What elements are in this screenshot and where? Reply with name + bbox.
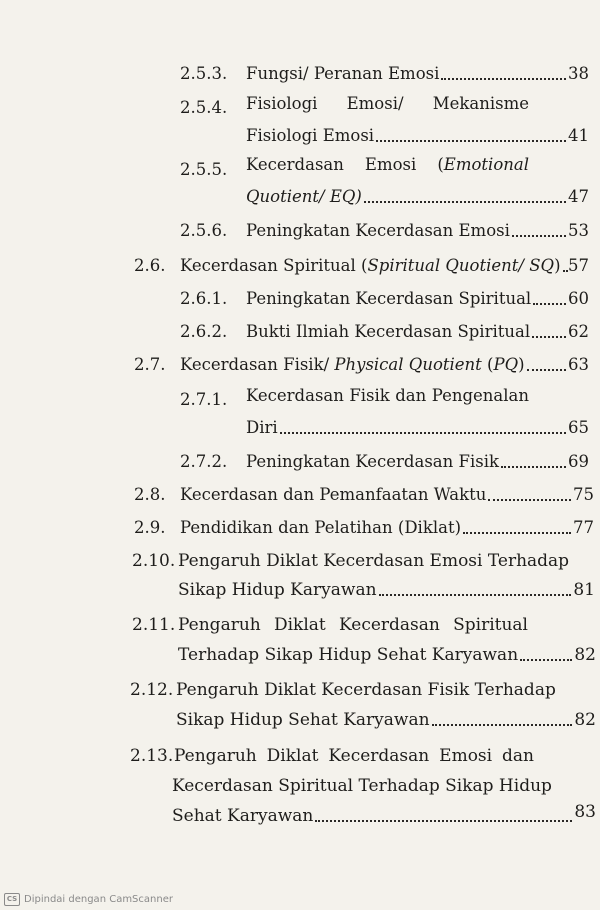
entry-line	[246, 289, 589, 309]
page-number: 60	[568, 289, 589, 308]
entry-title: Kecerdasan dan Pemanfaatan Waktu	[180, 485, 487, 504]
page-number: 82	[574, 710, 596, 730]
entry-title: Kecerdasan Spiritual (Spiritual Quotient/ SQ)	[180, 256, 561, 275]
entry-line	[178, 645, 596, 665]
entry-number: 2.8.	[134, 485, 166, 504]
page-number: 75	[573, 485, 594, 504]
entry-title: Terhadap Sikap Hidup Sehat Karyawan	[178, 645, 519, 665]
entry-title: Quotient/ EQ)	[246, 187, 362, 206]
dot-leader	[441, 78, 566, 80]
page-number: 65	[568, 418, 589, 437]
page-number: 63	[568, 355, 589, 374]
page-number: 47	[568, 187, 589, 206]
page-number: 83	[574, 802, 596, 822]
dot-leader	[364, 201, 566, 203]
entry-line	[246, 418, 589, 438]
entry-number: 2.13.	[130, 746, 174, 766]
entry-line	[180, 355, 589, 375]
dot-leader	[532, 336, 566, 338]
entry-line	[246, 221, 589, 241]
entry-number: 2.7.	[134, 355, 166, 374]
entry-number: 2.6.1.	[180, 289, 228, 308]
watermark-text: Dipindai dengan CamScanner	[24, 894, 173, 905]
dot-leader	[280, 432, 566, 434]
entry-title: Peningkatan Kecerdasan Fisik	[246, 452, 499, 471]
dot-leader	[488, 499, 571, 501]
entry-line	[246, 155, 529, 175]
page-number: 38	[568, 64, 589, 83]
camscanner-icon: CS	[4, 893, 20, 906]
entry-number: 2.6.2.	[180, 322, 228, 341]
dot-leader	[533, 303, 566, 305]
entry-line: Pengaruh Diklat Kecerdasan Emosi Terhadap	[178, 551, 570, 571]
dot-leader	[501, 466, 566, 468]
page-number: 41	[568, 126, 589, 145]
entry-line	[180, 485, 594, 505]
entry-line	[172, 802, 596, 826]
entry-number: 2.10.	[132, 551, 176, 571]
entry-line	[246, 322, 589, 342]
entry-line: Fisiologi Emosi/ Mekanisme	[246, 94, 529, 113]
entry-title: Sikap Hidup Sehat Karyawan	[176, 710, 430, 730]
entry-line: Pengaruh Diklat Kecerdasan Spiritual	[178, 615, 528, 635]
page-number: 81	[573, 580, 595, 600]
entry-line: Kecerdasan Fisik dan Pengenalan	[246, 386, 529, 405]
entry-title: Sikap Hidup Karyawan	[178, 580, 377, 600]
entry-title: Peningkatan Kecerdasan Spiritual	[246, 289, 532, 308]
entry-title: Diri	[246, 418, 278, 437]
entry-number: 2.12.	[130, 680, 174, 700]
entry-line	[178, 580, 595, 600]
entry-title: Bukti Ilmiah Kecerdasan Spiritual	[246, 322, 531, 341]
entry-title: Kecerdasan Fisik/ Physical Quotient (PQ)	[180, 355, 525, 374]
entry-number: 2.5.5.	[180, 160, 228, 179]
entry-line: Pengaruh Diklat Kecerdasan Fisik Terhadap	[176, 680, 556, 700]
entry-number: 2.7.2.	[180, 452, 228, 471]
entry-line	[246, 64, 589, 84]
page-number: 69	[568, 452, 589, 471]
dot-leader	[463, 532, 571, 534]
entry-line	[176, 710, 596, 730]
entry-number: 2.7.1.	[180, 390, 228, 409]
page-number: 62	[568, 322, 589, 341]
dot-leader	[376, 140, 566, 142]
entry-line	[246, 452, 589, 472]
dot-leader	[520, 659, 572, 661]
entry-line	[246, 187, 589, 207]
entry-line	[246, 126, 589, 146]
entry-number: 2.9.	[134, 518, 166, 537]
entry-title: Fungsi/ Peranan Emosi	[246, 64, 440, 83]
entry-line	[180, 518, 594, 538]
entry-title: Fisiologi Emosi	[246, 126, 375, 145]
entry-title: Pendidikan dan Pelatihan (Diklat)	[180, 518, 462, 537]
dot-leader	[527, 369, 566, 371]
entry-number: 2.5.4.	[180, 98, 228, 117]
entry-title: Kecerdasan Emosi (Emotional	[246, 155, 529, 174]
entry-number: 2.5.3.	[180, 64, 228, 83]
entry-line: Kecerdasan Spiritual Terhadap Sikap Hidup	[172, 776, 552, 796]
scanner-watermark	[4, 893, 173, 906]
page-number: 77	[573, 518, 594, 537]
dot-leader	[512, 235, 566, 237]
entry-line: Pengaruh Diklat Kecerdasan Emosi dan	[174, 746, 534, 766]
page-number: 57	[568, 256, 589, 275]
page-number: 82	[574, 645, 596, 665]
entry-line	[180, 256, 589, 276]
entry-number: 2.6.	[134, 256, 166, 275]
entry-title: Peningkatan Kecerdasan Emosi	[246, 221, 510, 240]
dot-leader	[432, 724, 573, 726]
entry-number: 2.11.	[132, 615, 176, 635]
page-number: 53	[568, 221, 589, 240]
dot-leader	[379, 594, 572, 596]
entry-title: Sehat Karyawan	[172, 806, 314, 826]
entry-number: 2.5.6.	[180, 221, 228, 240]
dot-leader	[563, 270, 567, 272]
dot-leader	[315, 820, 572, 822]
